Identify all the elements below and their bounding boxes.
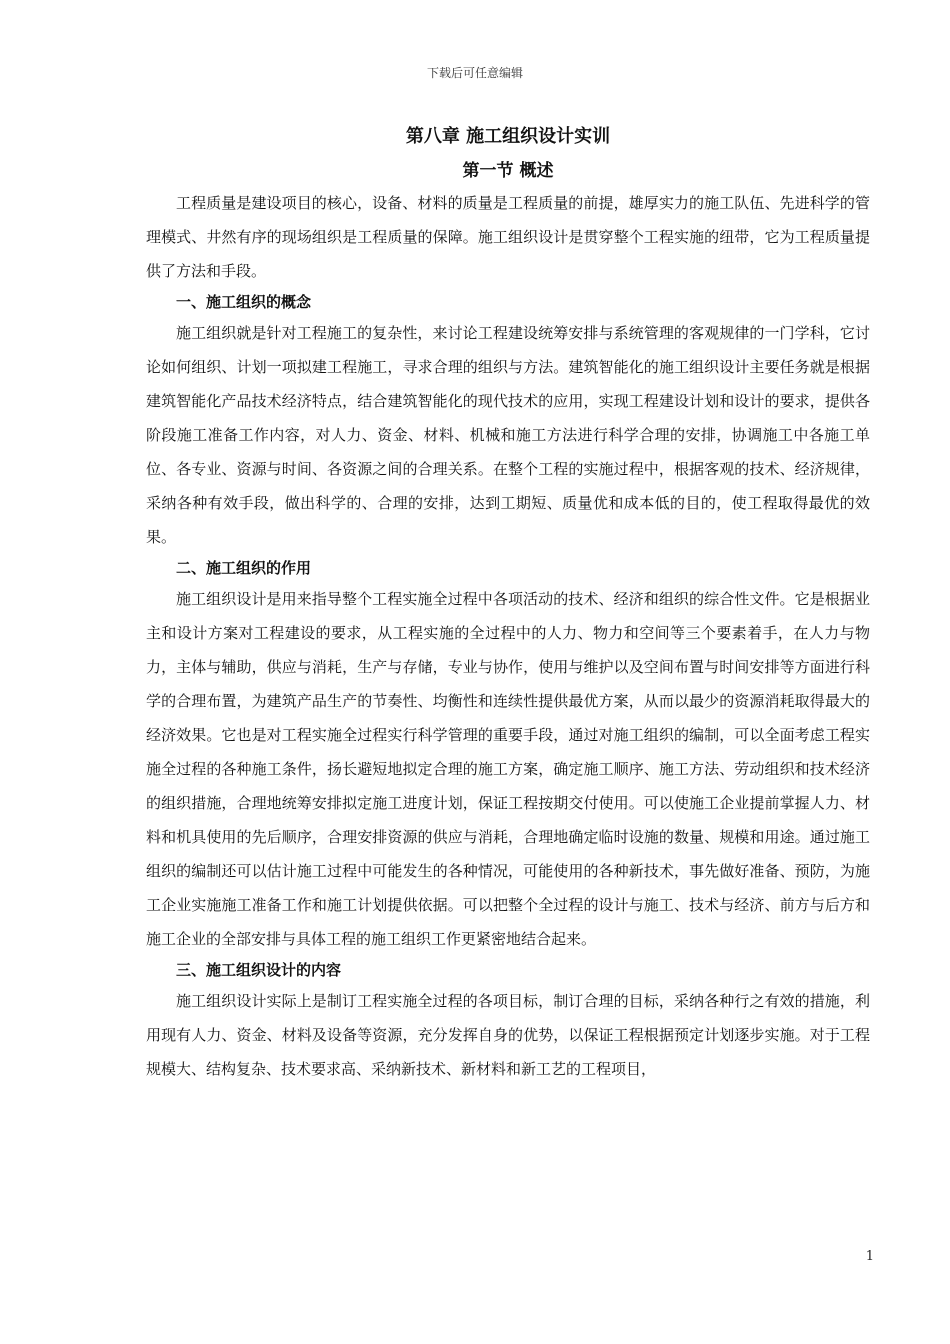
subsection-paragraph-content: 施工组织设计实际上是制订工程实施全过程的各项目标，制订合理的目标，采纳各种行之有效的措施，利用现有人力、资金、材料及设备等资源，充分发挥自身的优势，以保证工程根据预定计划逐步实施。对于工程规模大、结构复杂、技术要求高、采纳新技术、新材料和新工艺的工程项目， bbox=[146, 992, 870, 1078]
subsection-heading-concept: 一、施工组织的概念 bbox=[176, 293, 312, 311]
subsection-paragraph-role: 施工组织设计是用来指导整个工程实施全过程中各项活动的技术、经济和组织的综合性文件。它是根据业主和设计方案对工程建设的要求，从工程实施的全过程中的人力、物力和空间等三个要素着手，在人力与物力，主体与辅助，供应与消耗，生产与存储，专业与协作，使用与维护以及空间布置与时间安排等方面进行科学的合理布置，为建筑产品生产的节奏性、均衡性和连续性提供最优方案，从而以最少的资源消耗取得最大的经济效果。它也是对工程实施全过程实行科学管理的重要手段，通过对施工组织的编制，可以全面考虑工程实施全过程的各种施工条件，扬长避短地拟定合理的施工方案，确定施工顺序、施工方法、劳动组织和技术经济的组织措施，合理地统筹安排拟定施工进度计划，保证工程按期交付使用。可以使施工企业提前掌握人力、材料和机具使用的先后顺序，合理安排资源的供应与消耗，合理地确定临时设施的数量、规模和用途。通过施工组织的编制还可以估计施工过程中可能发生的各种情况，可能使用的各种新技术，事先做好准备、预防，为施工企业实施施工准备工作和施工计划提供依据。可以把整个全过程的设计与施工、技术与经济、前方与后方和施工企业的全部安排与具体工程的施工组织工作更紧密地结合起来。 bbox=[146, 590, 870, 948]
subsection-heading-role: 二、施工组织的作用 bbox=[176, 559, 312, 577]
subsection-heading-content: 三、施工组织设计的内容 bbox=[176, 961, 342, 979]
document-body bbox=[146, 122, 870, 1086]
chapter-title: 第八章 施工组织设计实训 bbox=[405, 126, 611, 147]
section-title: 第一节 概述 bbox=[462, 161, 554, 181]
page-header-note: 下载后可任意编辑 bbox=[426, 66, 523, 80]
intro-paragraph: 工程质量是建设项目的核心，设备、材料的质量是工程质量的前提，雄厚实力的施工队伍、先进科学的管理模式、井然有序的现场组织是工程质量的保障。施工组织设计是贯穿整个工程实施的纽带，它为工程质量提供了方法和手段。 bbox=[146, 194, 870, 280]
page-number: 1 bbox=[865, 1249, 874, 1264]
subsection-paragraph-concept: 施工组织就是针对工程施工的复杂性，来讨论工程建设统筹安排与系统管理的客观规律的一门学科，它讨论如何组织、计划一项拟建工程施工，寻求合理的组织与方法。建筑智能化的施工组织设计主要任务就是根据建筑智能化产品技术经济特点，结合建筑智能化的现代技术的应用，实现工程建设计划和设计的要求，提供各阶段施工准备工作内容，对人力、资金、材料、机械和施工方法进行科学合理的安排，协调施工中各施工单位、各专业、资源与时间、各资源之间的合理关系。在整个工程的实施过程中，根据客观的技术、经济规律，采纳各种有效手段，做出科学的、合理的安排，达到工期短、质量优和成本低的目的，使工程取得最优的效果。 bbox=[146, 324, 870, 546]
